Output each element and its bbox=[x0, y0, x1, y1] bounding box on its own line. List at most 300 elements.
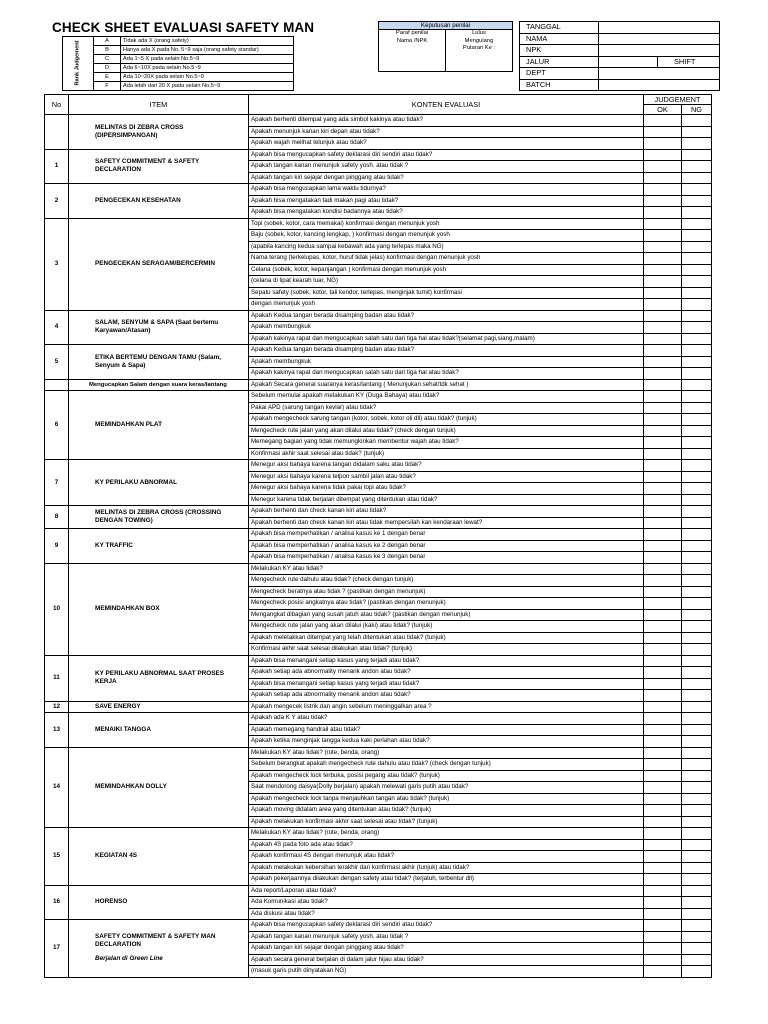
item-name: SAVE ENERGY bbox=[69, 701, 249, 713]
col-item-header: ITEM bbox=[69, 95, 249, 115]
item-name: SALAM, SENYUM & SAPA (Saat bertemu Karyawan/Atasan) bbox=[69, 310, 249, 345]
rank-row bbox=[63, 82, 294, 91]
judgement-ng-cell[interactable] bbox=[682, 598, 712, 610]
judgement-ng-cell[interactable] bbox=[682, 632, 712, 644]
judgement-ng-cell[interactable] bbox=[682, 529, 712, 541]
evaluation-question: Apakah pekerjaannya dilakukan dengan safety atau tidak? (terjatuh, terbentur dll) bbox=[249, 874, 644, 886]
judgement-ok-cell[interactable] bbox=[644, 747, 682, 759]
judgement-ng-cell[interactable] bbox=[682, 586, 712, 598]
judgement-ok-cell[interactable] bbox=[644, 736, 682, 748]
judgement-ng-cell[interactable] bbox=[682, 207, 712, 219]
evaluation-question: Memegang bagian yang tidak memungkinkan membentur wajah atau tidak? bbox=[249, 437, 644, 449]
judgement-ng-cell[interactable] bbox=[682, 172, 712, 184]
jalur-field[interactable] bbox=[599, 56, 658, 68]
judgement-ok-cell[interactable] bbox=[644, 920, 682, 932]
judgement-ok-cell[interactable] bbox=[644, 931, 682, 943]
judgement-ok-cell[interactable] bbox=[644, 655, 682, 667]
item-number: 2 bbox=[45, 184, 69, 219]
judgement-ok-cell[interactable] bbox=[644, 195, 682, 207]
table-row bbox=[45, 115, 712, 127]
evaluation-question: (celana di lipat kearah luar, NG) bbox=[249, 276, 644, 288]
judgement-ng-cell[interactable] bbox=[682, 230, 712, 242]
judgement-ng-cell[interactable] bbox=[682, 966, 712, 978]
evaluation-question: Apakah menunjuk kanan kiri depan atau tidak? bbox=[249, 126, 644, 138]
shift-label: SHIFT bbox=[658, 56, 720, 68]
table-row bbox=[45, 379, 712, 391]
item-name: KEGIATAN 4S bbox=[69, 828, 249, 886]
judgement-ng-cell[interactable] bbox=[682, 437, 712, 449]
evaluation-question: Apakah berhenti ditempat yang ada simbol kakinya atau tidak? bbox=[249, 115, 644, 127]
judgement-ok-cell[interactable] bbox=[644, 218, 682, 230]
evaluation-question: Apakah bisa menangani setiap kasus yang terjadi atau tidak? bbox=[249, 678, 644, 690]
evaluation-question: Mengecheck posisi angkatnya atau tidak? (pastikan dengan menunjuk) bbox=[249, 598, 644, 610]
judgement-ok-cell[interactable] bbox=[644, 230, 682, 242]
keputusan-penilai-table bbox=[378, 21, 513, 72]
item-number: 6 bbox=[45, 391, 69, 460]
npk-label: NPK bbox=[520, 45, 599, 57]
item-name: KY PERILAKU ABNORMAL bbox=[69, 460, 249, 506]
judgement-ng-cell[interactable] bbox=[682, 333, 712, 345]
judgement-ng-cell[interactable] bbox=[682, 644, 712, 656]
judgement-ok-cell[interactable] bbox=[644, 299, 682, 311]
rank-grade: A bbox=[94, 37, 121, 46]
judgement-ok-cell[interactable] bbox=[644, 322, 682, 334]
judgement-ng-cell[interactable] bbox=[682, 793, 712, 805]
rank-judgement-table bbox=[62, 36, 294, 91]
item-name: MELINTAS DI ZEBRA CROSS (DIPERSIMPANGAN) bbox=[69, 115, 249, 150]
evaluation-question: Apakah tangan kanan menunjuk safety yosh. atau tidak ? bbox=[249, 161, 644, 173]
judgement-ng-cell[interactable] bbox=[682, 862, 712, 874]
item-number: 16 bbox=[45, 885, 69, 920]
judgement-ok-cell[interactable] bbox=[644, 667, 682, 679]
judgement-ok-cell[interactable] bbox=[644, 448, 682, 460]
judgement-ok-cell[interactable] bbox=[644, 586, 682, 598]
judgement-ng-cell[interactable] bbox=[682, 448, 712, 460]
judgement-ng-cell[interactable] bbox=[682, 368, 712, 380]
table-row bbox=[45, 563, 712, 575]
item-number: 9 bbox=[45, 529, 69, 564]
rank-description: Ada 1~5 X pada selain No.5~9 bbox=[121, 55, 294, 64]
judgement-ok-cell[interactable] bbox=[644, 529, 682, 541]
table-row bbox=[45, 310, 712, 322]
evaluation-question: Apakah ada K Y atau tidak? bbox=[249, 713, 644, 725]
item-number: 12 bbox=[45, 701, 69, 713]
tanggal-label: TANGGAL bbox=[520, 22, 599, 34]
tanggal-field[interactable] bbox=[599, 22, 720, 34]
rank-description: Ada lebih dari 20 X pada selain No.5~9 bbox=[121, 82, 294, 91]
judgement-ng-cell[interactable] bbox=[682, 655, 712, 667]
judgement-ok-cell[interactable] bbox=[644, 345, 682, 357]
putaran-label: Putaran Ke : bbox=[446, 45, 513, 52]
evaluation-question: Apakah kakinya rapat dan mengucapkan salah satu dari tiga hal atau tidak?(selamat pagi,siang,malam) bbox=[249, 333, 644, 345]
judgement-ok-cell[interactable] bbox=[644, 828, 682, 840]
judgement-ng-cell[interactable] bbox=[682, 782, 712, 794]
evaluation-question: Konfirmasi akhir saat selesai dilakukan atau tidak? (tunjuk) bbox=[249, 644, 644, 656]
judgement-ng-cell[interactable] bbox=[682, 943, 712, 955]
evaluation-question: Apakah melakukan konfirmasi akhir saat selesai atau tidak? (tunjuk) bbox=[249, 816, 644, 828]
judgement-ok-cell[interactable] bbox=[644, 333, 682, 345]
item-name bbox=[69, 920, 249, 978]
judgement-ok-cell[interactable] bbox=[644, 138, 682, 150]
judgement-ng-cell[interactable] bbox=[682, 253, 712, 265]
judgement-ok-cell[interactable] bbox=[644, 770, 682, 782]
judgement-ok-cell[interactable] bbox=[644, 678, 682, 690]
judgement-ok-cell[interactable] bbox=[644, 184, 682, 196]
item-number bbox=[45, 115, 69, 150]
nama-label: NAMA bbox=[520, 33, 599, 45]
item-name: MEMINDAHKAN BOX bbox=[69, 563, 249, 655]
evaluation-question: Apakah Kedua tangan berada disamping badan atau tidak? bbox=[249, 345, 644, 357]
paraf-penilai-label: Paraf penilai bbox=[379, 30, 446, 38]
table-row bbox=[45, 828, 712, 840]
item-name: MELINTAS DI ZEBRA CROSS (CROSSING DENGAN TOWING) bbox=[69, 506, 249, 529]
item-name: MENAIKI TANGGA bbox=[69, 713, 249, 748]
table-row bbox=[45, 218, 712, 230]
judgement-ng-cell[interactable] bbox=[682, 851, 712, 863]
evaluation-question: Apakah bisa memperhatikan / analisa kasus ke 1 dengan benar bbox=[249, 529, 644, 541]
evaluation-question: Apakah mengecheck lock terbuka, posisi pegang atau tidak? (tunjuk) bbox=[249, 770, 644, 782]
judgement-ok-cell[interactable] bbox=[644, 701, 682, 713]
item-number: 13 bbox=[45, 713, 69, 748]
judgement-ng-cell[interactable] bbox=[682, 310, 712, 322]
judgement-ok-cell[interactable] bbox=[644, 276, 682, 288]
judgement-ok-cell[interactable] bbox=[644, 540, 682, 552]
judgement-ng-cell[interactable] bbox=[682, 460, 712, 472]
judgement-ok-cell[interactable] bbox=[644, 287, 682, 299]
judgement-ng-cell[interactable] bbox=[682, 874, 712, 886]
table-row bbox=[45, 713, 712, 725]
item-number: 15 bbox=[45, 828, 69, 886]
evaluation-question: (masuk garis putih dinyatakan NG) bbox=[249, 966, 644, 978]
judgement-ng-cell[interactable] bbox=[682, 506, 712, 518]
info-table bbox=[519, 21, 720, 91]
judgement-ng-cell[interactable] bbox=[682, 299, 712, 311]
judgement-ok-cell[interactable] bbox=[644, 862, 682, 874]
item-number: 5 bbox=[45, 345, 69, 380]
judgement-ok-cell[interactable] bbox=[644, 816, 682, 828]
evaluation-question: Mengecheck beratnya atau tidak ? (pastikan dengan menunjuk) bbox=[249, 586, 644, 598]
evaluation-question: Apakah bisa mengucapkan safety deklarasi diri sendiri atau tidak? bbox=[249, 920, 644, 932]
judgement-ok-cell[interactable] bbox=[644, 264, 682, 276]
judgement-ng-cell[interactable] bbox=[682, 828, 712, 840]
judgement-ng-cell[interactable] bbox=[682, 138, 712, 150]
judgement-ng-cell[interactable] bbox=[682, 839, 712, 851]
evaluation-question: Menegur karena tidak berjalan ditempat yang ditentukan atau tidak? bbox=[249, 494, 644, 506]
evaluation-question: Topi (sobek, kotor, cara memakai) konfirmasi dengan menunjuk yosh bbox=[249, 218, 644, 230]
judgement-ok-cell[interactable] bbox=[644, 782, 682, 794]
judgement-ng-cell[interactable] bbox=[682, 517, 712, 529]
evaluation-question: Apakah ketika menginjak tangga kedua kaki perlahan atau tidak? bbox=[249, 736, 644, 748]
judgement-ng-cell[interactable] bbox=[682, 724, 712, 736]
judgement-ng-cell[interactable] bbox=[682, 954, 712, 966]
judgement-ng-cell[interactable] bbox=[682, 161, 712, 173]
evaluation-question: Sebelum berangkat apakah mengecheck rute dahulu atau tidak? (check dengan tunjuk) bbox=[249, 759, 644, 771]
nama-npk-label: Nama /NPK bbox=[379, 38, 446, 45]
table-row bbox=[45, 460, 712, 472]
evaluation-question: Apakah secara general berjalan di dalam jalur hijau atau tidak? bbox=[249, 954, 644, 966]
judgement-ok-cell[interactable] bbox=[644, 713, 682, 725]
judgement-ng-cell[interactable] bbox=[682, 713, 712, 725]
judgement-ok-cell[interactable] bbox=[644, 471, 682, 483]
evaluation-question: Apakah mengecek listrik dan angin sebelum meninggalkan area ? bbox=[249, 701, 644, 713]
judgement-ok-cell[interactable] bbox=[644, 954, 682, 966]
judgement-ok-cell[interactable] bbox=[644, 402, 682, 414]
judgement-ok-cell[interactable] bbox=[644, 391, 682, 403]
rank-grade: E bbox=[94, 73, 121, 82]
item-number: 7 bbox=[45, 460, 69, 506]
item-name: SAFETY COMMITMENT & SAFETY DECLARATION bbox=[69, 149, 249, 184]
item-number: 10 bbox=[45, 563, 69, 655]
col-judgement-header: JUDGEMENT bbox=[644, 95, 712, 105]
judgement-ok-cell[interactable] bbox=[644, 506, 682, 518]
evaluation-question: Nama terang (terkelupas, kotor, huruf tidak jelas) konfirmasi dengan menunjuk yosh bbox=[249, 253, 644, 265]
rank-grade: F bbox=[94, 82, 121, 91]
evaluation-question: Apakah bisa memperhatikan / analisa kasus ke 2 dengan benar bbox=[249, 540, 644, 552]
dept-label: DEPT bbox=[520, 68, 599, 80]
evaluation-question: Apakah bisa memperhatikan / analisa kasus ke 3 dengan benar bbox=[249, 552, 644, 564]
lulus-label: Lulus bbox=[446, 30, 513, 38]
judgement-ng-cell[interactable] bbox=[682, 402, 712, 414]
judgement-ng-cell[interactable] bbox=[682, 184, 712, 196]
judgement-ok-cell[interactable] bbox=[644, 609, 682, 621]
judgement-ng-cell[interactable] bbox=[682, 425, 712, 437]
item-name: Mengucapkan Salam dengan suara keras/lantang bbox=[69, 379, 249, 391]
item-name: PENGECEKAN KESEHATAN bbox=[69, 184, 249, 219]
evaluation-question: Konfirmasi akhir saat selesai atau tidak? (tunjuk) bbox=[249, 448, 644, 460]
judgement-ng-cell[interactable] bbox=[682, 885, 712, 897]
judgement-ok-cell[interactable] bbox=[644, 494, 682, 506]
judgement-ok-cell[interactable] bbox=[644, 575, 682, 587]
judgement-ng-cell[interactable] bbox=[682, 149, 712, 161]
judgement-ng-cell[interactable] bbox=[682, 759, 712, 771]
evaluation-question: Menegur aksi bahaya karena tangan didalam saku atau tidak? bbox=[249, 460, 644, 472]
judgement-ok-cell[interactable] bbox=[644, 172, 682, 184]
judgement-ng-cell[interactable] bbox=[682, 736, 712, 748]
judgement-ok-cell[interactable] bbox=[644, 632, 682, 644]
evaluation-question: Apakah bisa mengatakan tadi makan pagi atau tidak? bbox=[249, 195, 644, 207]
item-number: 1 bbox=[45, 149, 69, 184]
evaluation-question: Apakah bisa menangani setiap kasus yang terjadi atau tidak? bbox=[249, 655, 644, 667]
judgement-ng-cell[interactable] bbox=[682, 816, 712, 828]
judgement-ng-cell[interactable] bbox=[682, 690, 712, 702]
judgement-ok-cell[interactable] bbox=[644, 839, 682, 851]
dept-field[interactable] bbox=[599, 68, 720, 80]
mengulang-label: Mengulang bbox=[446, 38, 513, 45]
judgement-ng-cell[interactable] bbox=[682, 218, 712, 230]
evaluation-question: Menegur aksi bahaya karena tidak pakai topi atau tidak? bbox=[249, 483, 644, 495]
judgement-ok-cell[interactable] bbox=[644, 690, 682, 702]
table-row bbox=[45, 885, 712, 897]
evaluation-question: Apakah 4S pada foto ada atau tidak? bbox=[249, 839, 644, 851]
rank-description: Tidak ada X (orang safety) bbox=[121, 37, 294, 46]
rank-grade: C bbox=[94, 55, 121, 64]
evaluation-question: Pakai APD (sarung tangan kevlar) atau tidak? bbox=[249, 402, 644, 414]
judgement-ng-cell[interactable] bbox=[682, 391, 712, 403]
evaluation-question: Apakah wajah melihat telunjuk atau tidak? bbox=[249, 138, 644, 150]
evaluation-question: Apakah tangan kanan menunjuk safety yosh. atau tidak ? bbox=[249, 931, 644, 943]
item-number: 17 bbox=[45, 920, 69, 978]
evaluation-question: Apakah bisa mengucapkan safety deklarasi diri sendiri atau tidak? bbox=[249, 149, 644, 161]
judgement-ng-cell[interactable] bbox=[682, 264, 712, 276]
judgement-ok-cell[interactable] bbox=[644, 552, 682, 564]
batch-label: BATCH bbox=[520, 79, 599, 91]
judgement-ok-cell[interactable] bbox=[644, 851, 682, 863]
judgement-ng-cell[interactable] bbox=[682, 805, 712, 817]
table-row bbox=[45, 149, 712, 161]
judgement-ok-cell[interactable] bbox=[644, 517, 682, 529]
judgement-ok-cell[interactable] bbox=[644, 908, 682, 920]
judgement-ng-cell[interactable] bbox=[682, 241, 712, 253]
judgement-ng-cell[interactable] bbox=[682, 379, 712, 391]
judgement-ng-cell[interactable] bbox=[682, 483, 712, 495]
judgement-ok-cell[interactable] bbox=[644, 379, 682, 391]
judgement-ng-cell[interactable] bbox=[682, 276, 712, 288]
judgement-ng-cell[interactable] bbox=[682, 540, 712, 552]
rank-row bbox=[63, 37, 294, 46]
nama-field[interactable] bbox=[599, 33, 720, 45]
table-row bbox=[45, 920, 712, 932]
judgement-ok-cell[interactable] bbox=[644, 621, 682, 633]
judgement-ng-cell[interactable] bbox=[682, 471, 712, 483]
evaluation-question: (apabila kancing kedua sampai kebawah ada yang terlepas maka NG) bbox=[249, 241, 644, 253]
table-row bbox=[45, 747, 712, 759]
judgement-ok-cell[interactable] bbox=[644, 460, 682, 472]
judgement-ng-cell[interactable] bbox=[682, 678, 712, 690]
judgement-ng-cell[interactable] bbox=[682, 747, 712, 759]
col-ok-header: OK bbox=[644, 105, 682, 115]
judgement-ng-cell[interactable] bbox=[682, 701, 712, 713]
item-number bbox=[45, 379, 69, 391]
judgement-ok-cell[interactable] bbox=[644, 874, 682, 886]
item-name-text: SAFETY COMMITMENT & SAFETY MAN DECLARATION bbox=[95, 933, 216, 949]
evaluation-question: Apakah Kedua tangan berada disamping badan atau tidak? bbox=[249, 310, 644, 322]
judgement-ng-cell[interactable] bbox=[682, 667, 712, 679]
evaluation-question: Apakah membungkuk bbox=[249, 322, 644, 334]
judgement-ok-cell[interactable] bbox=[644, 943, 682, 955]
judgement-ok-cell[interactable] bbox=[644, 724, 682, 736]
item-name: MEMINDAHKAN DOLLY bbox=[69, 747, 249, 828]
judgement-ng-cell[interactable] bbox=[682, 345, 712, 357]
judgement-ng-cell[interactable] bbox=[682, 494, 712, 506]
evaluation-question: Apakah melakukan kebersihan terakhir dan konfirmasi akhir (tunjuk) atau tidak? bbox=[249, 862, 644, 874]
judgement-ok-cell[interactable] bbox=[644, 425, 682, 437]
judgement-ng-cell[interactable] bbox=[682, 322, 712, 334]
judgement-ok-cell[interactable] bbox=[644, 897, 682, 909]
item-number: 3 bbox=[45, 218, 69, 310]
judgement-ng-cell[interactable] bbox=[682, 609, 712, 621]
table-row bbox=[45, 701, 712, 713]
evaluation-question: Apakah mengecheck lock tanpa menjauhkan tangan atau tidak? (tunjuk) bbox=[249, 793, 644, 805]
judgement-ok-cell[interactable] bbox=[644, 759, 682, 771]
judgement-ok-cell[interactable] bbox=[644, 885, 682, 897]
judgement-ok-cell[interactable] bbox=[644, 368, 682, 380]
judgement-ng-cell[interactable] bbox=[682, 115, 712, 127]
item-number: 8 bbox=[45, 506, 69, 529]
evaluation-question: Apakah berhenti dan check kanan kiri atau tidak? bbox=[249, 506, 644, 518]
judgement-ng-cell[interactable] bbox=[682, 356, 712, 368]
item-name: KY TRAFFIC bbox=[69, 529, 249, 564]
evaluation-question: Baju (sobek, kotor, kancing lengkap, ) konfirmasi dengan menunjuk yosh bbox=[249, 230, 644, 242]
item-name: PENGECEKAN SERAGAM/BERCERMIN bbox=[69, 218, 249, 310]
evaluation-question: Apakah bisa mengucapkan lama waktu tidurnya? bbox=[249, 184, 644, 196]
rank-grade: D bbox=[94, 64, 121, 73]
judgement-ng-cell[interactable] bbox=[682, 195, 712, 207]
judgement-ok-cell[interactable] bbox=[644, 805, 682, 817]
col-no-header: No bbox=[45, 95, 69, 115]
judgement-ng-cell[interactable] bbox=[682, 575, 712, 587]
judgement-ng-cell[interactable] bbox=[682, 908, 712, 920]
judgement-ok-cell[interactable] bbox=[644, 161, 682, 173]
table-row bbox=[45, 184, 712, 196]
evaluation-question: Melakukan KY atau tidak? (rute, benda, orang) bbox=[249, 747, 644, 759]
judgement-ok-cell[interactable] bbox=[644, 793, 682, 805]
judgement-ok-cell[interactable] bbox=[644, 414, 682, 426]
evaluation-table bbox=[44, 94, 712, 978]
table-row bbox=[45, 391, 712, 403]
judgement-ng-cell[interactable] bbox=[682, 126, 712, 138]
judgement-ok-cell[interactable] bbox=[644, 644, 682, 656]
table-row bbox=[45, 655, 712, 667]
item-subname-text: Berjalan di Green Line bbox=[95, 955, 163, 963]
judgement-ng-cell[interactable] bbox=[682, 920, 712, 932]
evaluation-question: Apakah setiap ada abnormality menarik andon atau tidak? bbox=[249, 667, 644, 679]
evaluation-question: Mengecheck rute jalan yang akan dilalui atau tidak? (check dengan tunjuk) bbox=[249, 425, 644, 437]
judgement-ng-cell[interactable] bbox=[682, 287, 712, 299]
judgement-ok-cell[interactable] bbox=[644, 598, 682, 610]
judgement-ok-cell[interactable] bbox=[644, 115, 682, 127]
npk-field[interactable] bbox=[599, 45, 720, 57]
judgement-ok-cell[interactable] bbox=[644, 241, 682, 253]
evaluation-question: Celana (sobek, kotor, kepanjangan ) konfirmasi dengan menunjuk yosh bbox=[249, 264, 644, 276]
judgement-ok-cell[interactable] bbox=[644, 310, 682, 322]
batch-field[interactable] bbox=[599, 79, 720, 91]
evaluation-question: Ada diskusi atau tidak? bbox=[249, 908, 644, 920]
judgement-ok-cell[interactable] bbox=[644, 483, 682, 495]
judgement-ok-cell[interactable] bbox=[644, 563, 682, 575]
evaluation-question: Apakah kakinya rapat dan mengucapkan salah satu dari tiga hal atau tidak? bbox=[249, 368, 644, 380]
judgement-ng-cell[interactable] bbox=[682, 770, 712, 782]
item-name: MEMINDAHKAN PLAT bbox=[69, 391, 249, 460]
evaluation-question: Apakah membungkuk bbox=[249, 356, 644, 368]
judgement-ok-cell[interactable] bbox=[644, 966, 682, 978]
evaluation-question: Apakah tangan kiri sejajar dengan pinggang atau tidak? bbox=[249, 943, 644, 955]
judgement-ok-cell[interactable] bbox=[644, 437, 682, 449]
judgement-ng-cell[interactable] bbox=[682, 414, 712, 426]
judgement-ng-cell[interactable] bbox=[682, 563, 712, 575]
judgement-ok-cell[interactable] bbox=[644, 207, 682, 219]
rank-judgement-label-text: Rank Judgement bbox=[74, 40, 81, 86]
evaluation-question: Apakah berhenti dan check kanan kiri atau tidak mempersilah kan kendaraan lewat? bbox=[249, 517, 644, 529]
evaluation-question: dengan menunjuk yosh bbox=[249, 299, 644, 311]
item-name: KY PERILAKU ABNORMAL SAAT PROSES KERJA bbox=[69, 655, 249, 701]
page-title: CHECK SHEET EVALUASI SAFETY MAN bbox=[52, 20, 315, 35]
judgement-ng-cell[interactable] bbox=[682, 621, 712, 633]
judgement-ng-cell[interactable] bbox=[682, 552, 712, 564]
rank-row bbox=[63, 46, 294, 55]
judgement-ok-cell[interactable] bbox=[644, 149, 682, 161]
judgement-ok-cell[interactable] bbox=[644, 126, 682, 138]
evaluation-question: Ada report/Laporan atau tidak? bbox=[249, 885, 644, 897]
judgement-ok-cell[interactable] bbox=[644, 253, 682, 265]
table-row bbox=[45, 529, 712, 541]
keputusan-title: Keputusan penilai bbox=[379, 22, 513, 30]
judgement-ng-cell[interactable] bbox=[682, 897, 712, 909]
evaluation-question: Apakah memegang handrail atau tidak? bbox=[249, 724, 644, 736]
item-name: HORENSO bbox=[69, 885, 249, 920]
rank-grade: B bbox=[94, 46, 121, 55]
judgement-ok-cell[interactable] bbox=[644, 356, 682, 368]
judgement-ng-cell[interactable] bbox=[682, 931, 712, 943]
